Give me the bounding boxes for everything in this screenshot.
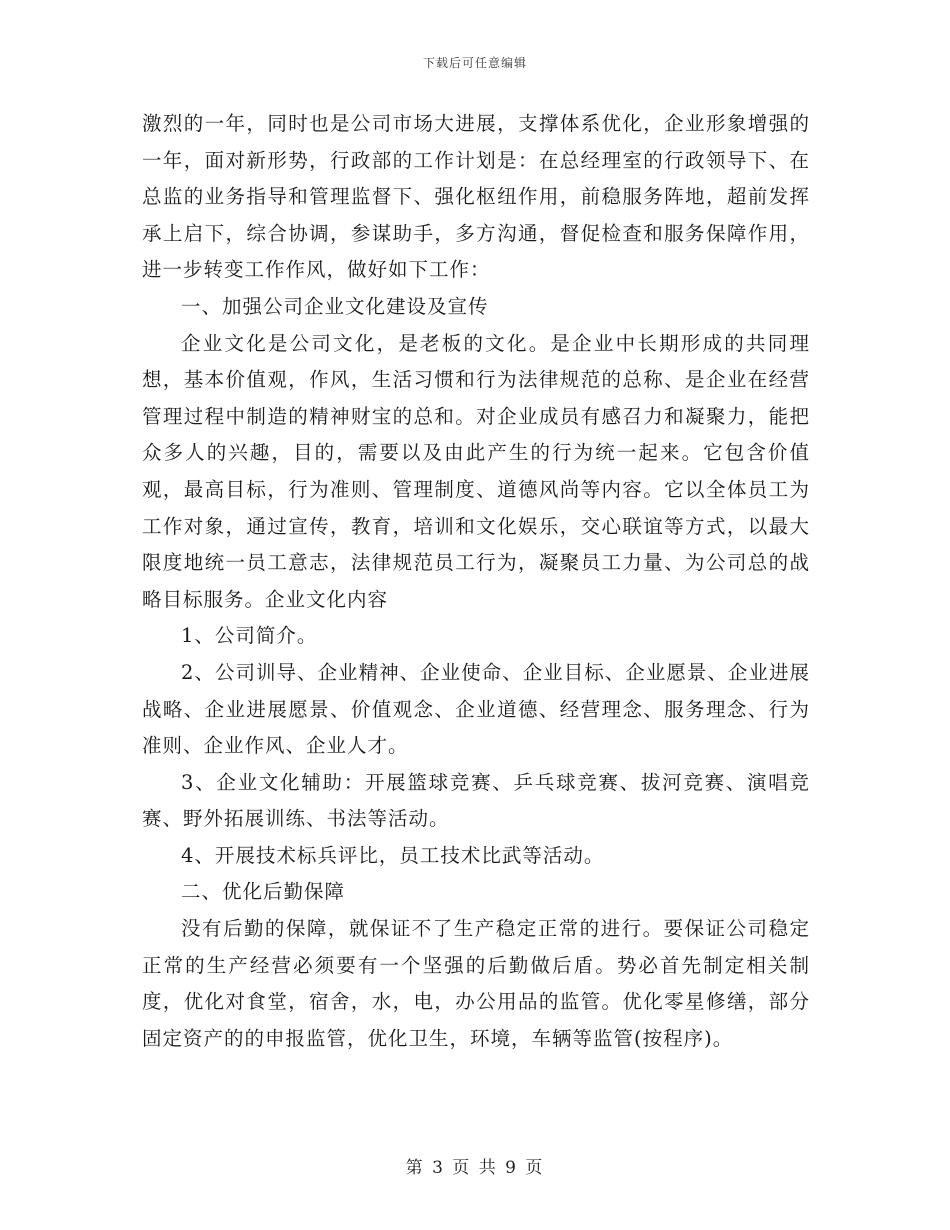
list-item-4: 4、开展技术标兵评比，员工技术比武等活动。 (181, 843, 605, 867)
section-heading-culture: 一、加强公司企业文化建设及宣传 (181, 294, 489, 318)
list-item-3: 3、企业文化辅助：开展篮球竞赛、乒乓球竞赛、拔河竞赛、演唱竞赛、野外拓展训练、书法等活动。 (142, 770, 810, 831)
footer-middle: 页 共 (452, 1158, 498, 1178)
footer-prefix: 第 (405, 1158, 425, 1178)
document-body (142, 106, 810, 1057)
footer-current-page: 3 (432, 1158, 445, 1178)
section-heading-logistics: 二、优化后勤保障 (181, 880, 346, 904)
paragraph-intro: 激烈的一年，同时也是公司市场大进展，支撑体系优化，企业形象增强的一年，面对新形势，行政部的工作计划是：在总经理室的行政领导下、在总监的业务指导和管理监督下、强化枢纽作用，前稳服务阵地，超前发挥承上启下，综合协调，参谋助手，多方沟通，督促检查和服务保障作用，进一步转变工作作风，做好如下工作： (142, 112, 810, 282)
paragraph-logistics: 没有后勤的保障，就保证不了生产稳定正常的进行。要保证公司稳定正常的生产经营必须要有一个坚强的后勤做后盾。势必首先制定相关制度，优化对食堂，宿舍，水，电，办公用品的监管。优化零星修缮，部分固定资产的的申报监管，优化卫生，环境，车辆等监管(按程序)。 (142, 917, 810, 1050)
footer-total-pages: 9 (505, 1158, 518, 1178)
header-note: 下载后可任意编辑 (422, 56, 527, 70)
list-item-1: 1、公司简介。 (181, 624, 318, 648)
footer-suffix: 页 (525, 1158, 545, 1178)
page-footer (0, 1153, 950, 1178)
list-item-2: 2、公司训导、企业精神、企业使命、企业目标、企业愿景、企业进展战略、企业进展愿景、价值观念、企业道德、经营理念、服务理念、行为准则、企业作风、企业人才。 (142, 660, 810, 758)
paragraph-culture: 企业文化是公司文化，是老板的文化。是企业中长期形成的共同理想，基本价值观，作风，生活习惯和行为法律规范的总称、是企业在经营管理过程中制造的精神财宝的总和。对企业成员有感召力和凝聚力，能把众多人的兴趣，目的，需要以及由此产生的行为统一起来。它包含价值观，最高目标，行为准则、管理制度、道德风尚等内容。它以全体员工为工作对象，通过宣传，教育，培训和文化娱乐，交心联谊等方式，以最大限度地统一员工意志，法律规范员工行为，凝聚员工力量、为公司总的战略目标服务。企业文化内容 (142, 331, 810, 611)
